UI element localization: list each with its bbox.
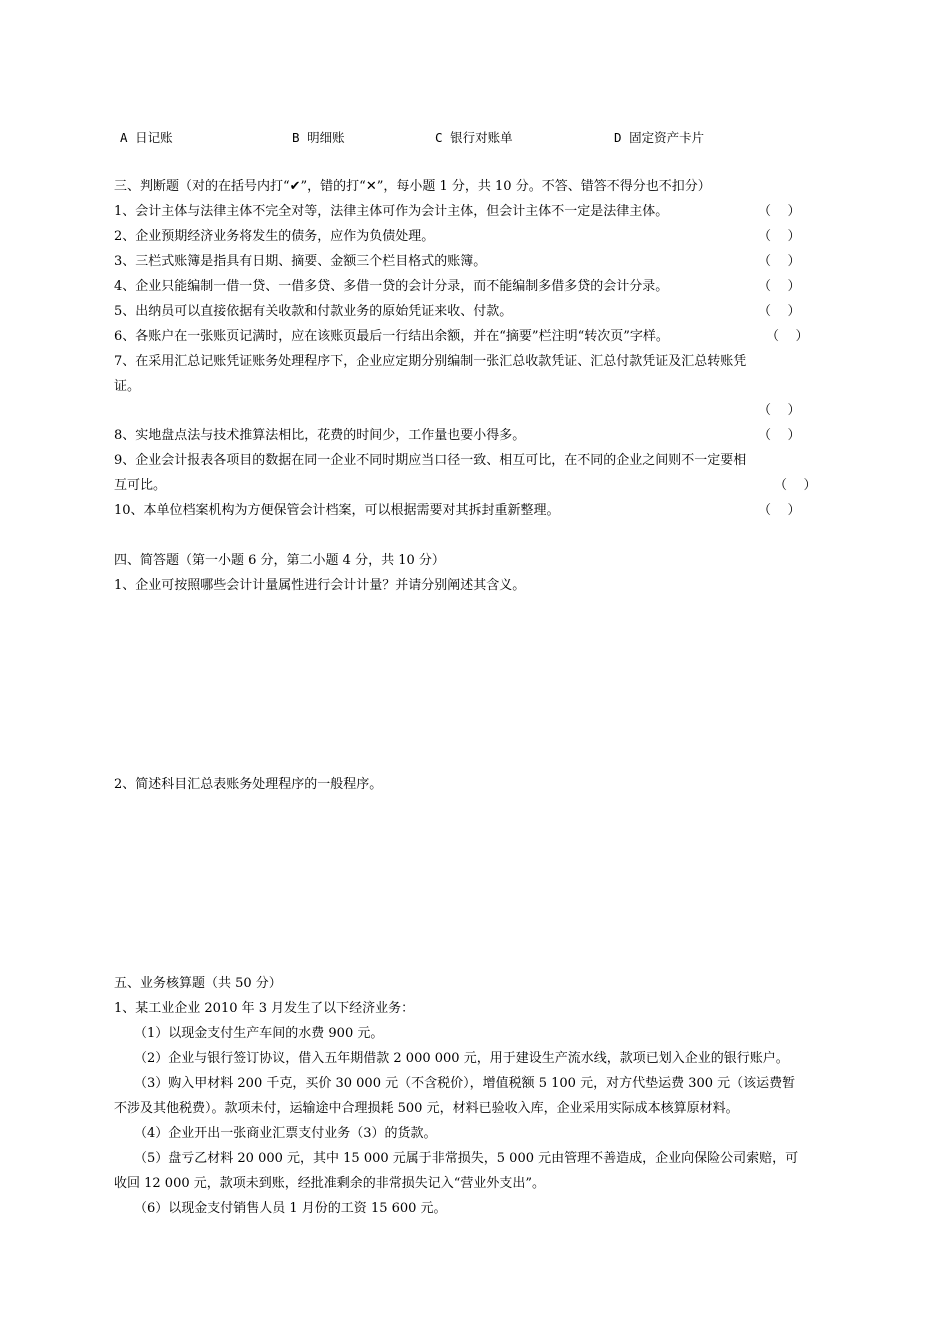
judge-item-9-line-2: 互可比。 <box>114 478 167 493</box>
option-letter: D <box>614 130 622 145</box>
option-letter: A <box>120 130 128 145</box>
answer-bracket: （ ） <box>758 428 801 443</box>
transaction-6: （6）以现金支付销售人员 1 月份的工资 15 600 元。 <box>134 1201 447 1216</box>
answer-bracket: （ ） <box>758 279 801 294</box>
answer-bracket: （ ） <box>758 204 801 219</box>
judge-item-6: 6、各账户在一张账页记满时，应在该账页最后一行结出余额，并在“摘要”栏注明“转次页”字样。 <box>114 329 669 344</box>
transaction-3-line-1: （3）购入甲材料 200 千克，买价 30 000 元（不含税价），增值税额 5 100 元，对方代垫运费 300 元（该运费暂 <box>134 1076 796 1091</box>
judge-item-10: 10、本单位档案机构为方便保管会计档案，可以根据需要对其拆封重新整理。 <box>114 503 560 518</box>
option-text: 明细账 <box>307 130 345 145</box>
judge-item-5: 5、出纳员可以直接依据有关收款和付款业务的原始凭证来收、付款。 <box>114 304 513 319</box>
problem-intro: 1、某工业企业 2010 年 3 月发生了以下经济业务： <box>114 1001 415 1016</box>
section-4-title: 四、简答题（第一小题 6 分，第二小题 4 分，共 10 分） <box>114 553 445 568</box>
option-b <box>292 130 345 146</box>
judge-item-3: 3、三栏式账簿是指具有日期、摘要、金额三个栏目格式的账簿。 <box>114 254 487 269</box>
transaction-1: （1）以现金支付生产车间的水费 900 元。 <box>134 1026 384 1041</box>
answer-bracket: （ ） <box>758 229 801 244</box>
judge-item-9-line-1: 9、企业会计报表各项目的数据在同一企业不同时期应当口径一致、相互可比，在不同的企业之间则不一定要相 <box>114 453 747 468</box>
short-answer-q2: 2、简述科目汇总表账务处理程序的一般程序。 <box>114 777 383 792</box>
answer-bracket: （ ） <box>758 403 801 418</box>
short-answer-q1: 1、企业可按照哪些会计计量属性进行会计计量？并请分别阐述其含义。 <box>114 578 526 593</box>
answer-bracket: （ ） <box>758 254 801 269</box>
transaction-2: （2）企业与银行签订协议，借入五年期借款 2 000 000 元，用于建设生产流水线，款项已划入企业的银行账户。 <box>134 1051 789 1066</box>
judge-item-8: 8、实地盘点法与技术推算法相比，花费的时间少，工作量也要小得多。 <box>114 428 526 443</box>
transaction-5-line-1: （5）盘亏乙材料 20 000 元，其中 15 000 元属于非常损失，5 000 元由管理不善造成，企业向保险公司索赔，可 <box>134 1151 799 1166</box>
judge-item-7-line-1: 7、在采用汇总记账凭证账务处理程序下，企业应定期分别编制一张汇总收款凭证、汇总付款凭证及汇总转账凭 <box>114 354 747 369</box>
answer-bracket: （ ） <box>774 478 817 493</box>
judge-item-2: 2、企业预期经济业务将发生的债务，应作为负债处理。 <box>114 229 435 244</box>
answer-bracket: （ ） <box>766 329 809 344</box>
option-letter: B <box>292 130 300 145</box>
answer-bracket: （ ） <box>758 304 801 319</box>
transaction-4: （4）企业开出一张商业汇票支付业务（3）的货款。 <box>134 1126 437 1141</box>
section-5-title: 五、业务核算题（共 50 分） <box>114 976 282 991</box>
judge-item-7-line-2: 证。 <box>114 379 141 394</box>
option-d <box>614 130 704 146</box>
section-3-title: 三、判断题（对的在括号内打“✔”，错的打“✕”，每小题 1 分，共 10 分。不答、错答不得分也不扣分） <box>114 179 711 194</box>
transaction-3-line-2: 不涉及其他税费）。款项未付，运输途中合理损耗 500 元，材料已验收入库，企业采用实际成本核算原材料。 <box>114 1101 739 1116</box>
option-c <box>435 130 513 146</box>
option-text: 日记账 <box>135 130 173 145</box>
answer-bracket: （ ） <box>758 503 801 518</box>
option-letter: C <box>435 130 443 145</box>
option-text: 固定资产卡片 <box>629 130 705 145</box>
judge-item-4: 4、企业只能编制一借一贷、一借多贷、多借一贷的会计分录，而不能编制多借多贷的会计分录。 <box>114 279 669 294</box>
transaction-5-line-2: 收回 12 000 元，款项未到账，经批准剩余的非常损失记入“营业外支出”。 <box>114 1176 546 1191</box>
option-text: 银行对账单 <box>450 130 513 145</box>
option-a <box>120 130 173 146</box>
judge-item-1: 1、会计主体与法律主体不完全对等，法律主体可作为会计主体，但会计主体不一定是法律主体。 <box>114 204 669 219</box>
